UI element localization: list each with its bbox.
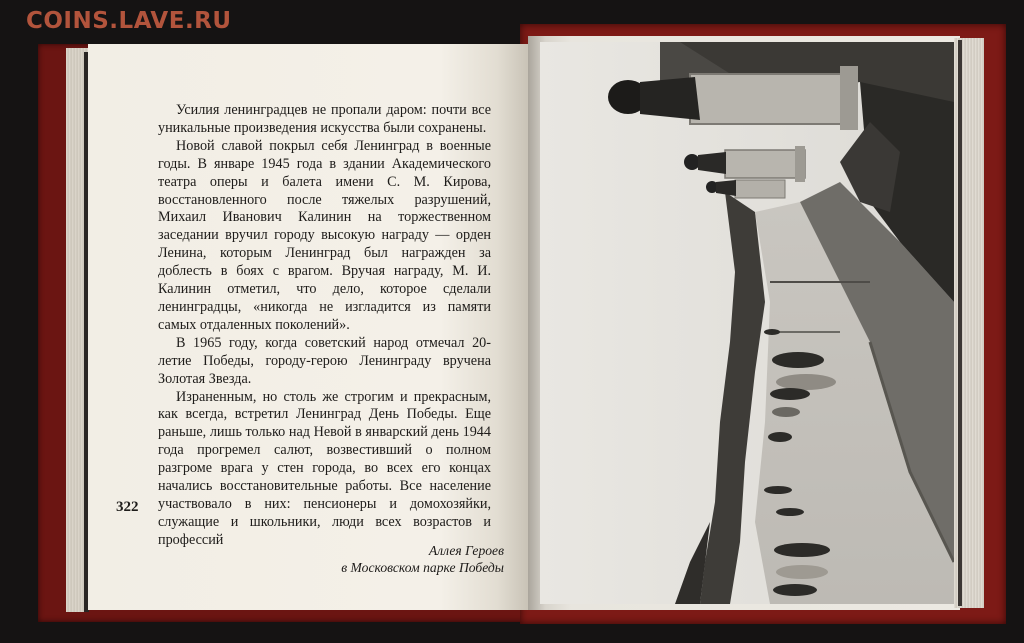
watermark: COINS.LAVE.RU (26, 8, 232, 34)
paragraph: В 1965 году, когда советский народ отмечал 20-летие Победы, городу-герою Ленинграду вручена Золотая Звезда. (158, 334, 491, 387)
paragraph: Усилия ленинградцев не пропали даром: почти все уникальные произведения искусства были сохранены. (158, 102, 491, 136)
photo-caption (341, 542, 504, 576)
page-edges-right-shadow (958, 40, 962, 606)
bust (684, 154, 700, 170)
pedestal (690, 74, 850, 124)
paragraph: Израненным, но столь же строгим и прекрасным, как всегда, встретил Ленинград День Победы. Еще раньше, лишь только над Невой в январский день 1944 года прогремел салют, возвестивший о полном разгроме врага у стен города, во всех его концах начались восстановительные работы. Все население участвовало в них: пенсионеры и домохозяйки, служащие и школьники, люди всех возрастов и профессий (158, 388, 491, 548)
pedestal (735, 180, 785, 198)
park-photo (540, 42, 954, 604)
pedestal (725, 150, 805, 178)
caption-title: Аллея Героев (428, 543, 504, 558)
paragraph: Новой славой покрыл себя Ленинград в военные годы. В январе 1945 года в здании Академического театра оперы и балета имени С. М. Кирова, восстановленного после тяжелых разрушений, Михаил Иванович Калинин на торжественном заседании вручил городу высокую награду — орден Ленина, которым Ленинград был награжден за доблесть в боях с врагом. Вручая награду, М. И. Калинин отметил, что дело, которое сделали ленинградцы, «никогда не изгладится из памяти самых отдаленных поколений». (158, 137, 491, 333)
page-number: 322 (116, 499, 139, 515)
caption-subtitle: в Московском парке Победы (341, 560, 504, 575)
body-text (158, 102, 491, 550)
